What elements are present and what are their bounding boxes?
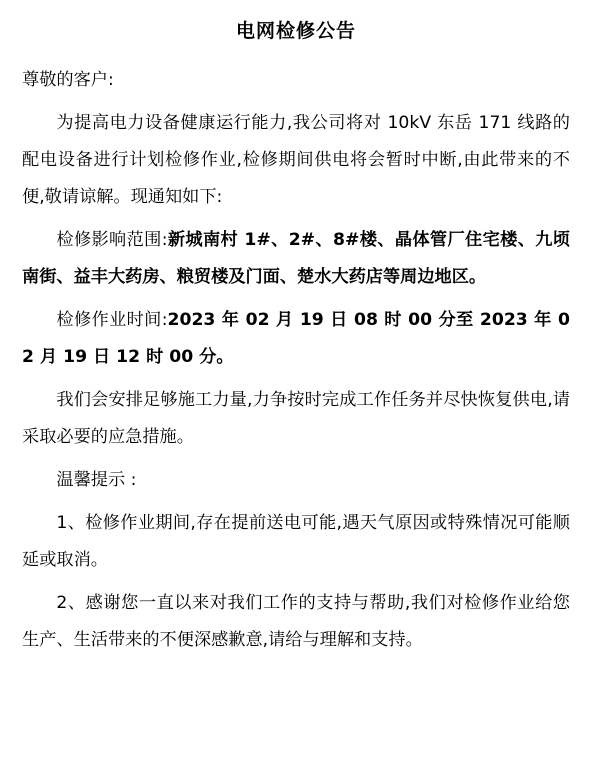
time-paragraph xyxy=(22,302,570,376)
scope-paragraph xyxy=(22,222,570,296)
tip-item-2: 2、感谢您一直以来对我们工作的支持与帮助,我们对检修作业给您生产、生活带来的不便深感歉意,请给与理解和支持。 xyxy=(22,593,570,650)
notice-title: 电网检修公告 xyxy=(235,20,356,42)
scope-label: 检修影响范围: xyxy=(56,230,168,250)
arrangement-paragraph: 我们会安排足够施工力量,力争按时完成工作任务并尽快恢复供电,请采取必要的应急措施。 xyxy=(22,390,570,447)
scope-value: 新城南村 1#、2#、8#楼、晶体管厂住宅楼、九顷南街、益丰大药房、粮贸楼及门面、楚水大药店等周边地区。 xyxy=(22,230,570,287)
greeting: 尊敬的客户: xyxy=(22,70,114,90)
intro-paragraph: 为提高电力设备健康运行能力,我公司将对 10kV 东岳 171 线路的配电设备进行计划检修作业,检修期间供电将会暂时中断,由此带来的不便,敬请谅解。现通知如下: xyxy=(22,113,570,207)
time-label: 检修作业时间: xyxy=(56,310,168,330)
tips-heading: 温馨提示 : xyxy=(56,470,137,490)
tip-item-1: 1、检修作业期间,存在提前送电可能,遇天气原因或特殊情况可能顺延或取消。 xyxy=(22,513,570,570)
time-value: 2023 年 02 月 19 日 08 时 00 分至 2023 年 02 月 19 日 12 时 00 分。 xyxy=(22,310,570,367)
